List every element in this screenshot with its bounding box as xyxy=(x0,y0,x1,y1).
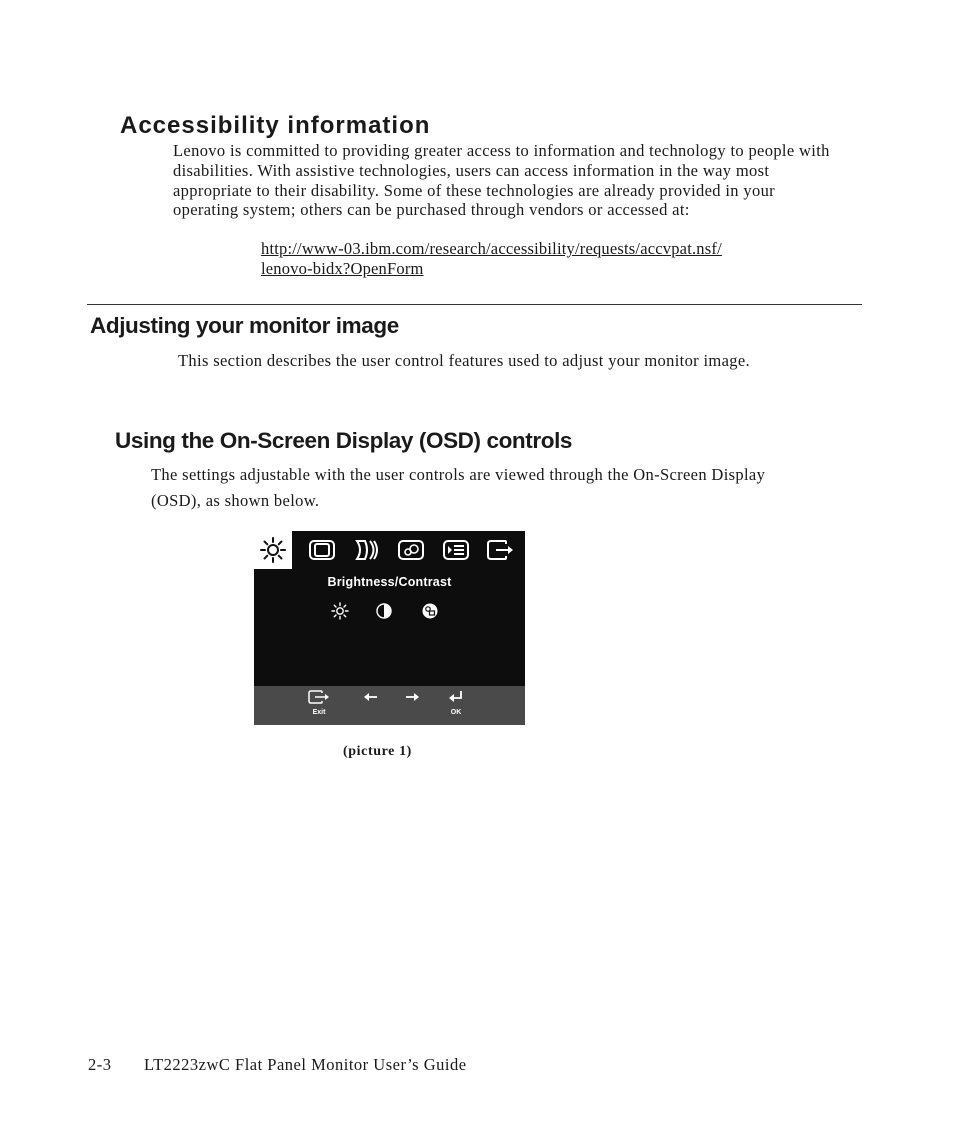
contrast-icon xyxy=(375,602,393,620)
accessibility-link-line-1[interactable]: http://www-03.ibm.com/research/accessibility/requests/accvpat.nsf/ xyxy=(261,239,722,258)
accessibility-link[interactable] xyxy=(261,239,821,279)
section-heading-accessibility: Accessibility information xyxy=(120,112,431,139)
dfc-icon xyxy=(421,602,439,620)
osd-screen-figure xyxy=(254,531,525,725)
accessibility-paragraph: Lenovo is committed to providing greater access to information and technology to people with disabilities. With assistive technologies, users can access information in the way most appropriate to their disability. Some of these technologies are already provided in your operating system; others can be purchased through vendors or accessed at: xyxy=(173,141,830,220)
osd-left-button xyxy=(359,690,383,722)
osd-ok-button xyxy=(444,690,468,722)
exit-icon xyxy=(308,690,330,704)
osd-exit-button xyxy=(307,690,331,722)
brightness-icon xyxy=(331,602,349,620)
right-arrow-icon xyxy=(404,690,420,704)
osd-control-bar xyxy=(254,686,525,725)
figure-caption: (picture 1) xyxy=(343,744,412,759)
adjusting-paragraph: This section describes the user control features used to adjust your monitor image. xyxy=(178,351,751,370)
image-setup-icon xyxy=(353,536,381,564)
osd-right-button xyxy=(400,690,424,722)
enter-icon xyxy=(448,690,464,704)
accessibility-link-line-2[interactable]: lenovo-bidx?OpenForm xyxy=(261,258,424,278)
section-divider xyxy=(87,304,862,305)
image-properties-icon xyxy=(397,536,425,564)
guide-title: LT2223zwC Flat Panel Monitor User’s Guide xyxy=(144,1055,467,1074)
options-icon xyxy=(442,536,470,564)
ok-label: OK xyxy=(450,709,462,716)
brightness-icon xyxy=(259,536,287,564)
osd-top-icon-row xyxy=(254,531,525,569)
left-arrow-icon xyxy=(363,690,379,704)
section-heading-adjusting: Adjusting your monitor image xyxy=(90,313,399,338)
page-number: 2-3 xyxy=(88,1055,112,1074)
osd-paragraph: The settings adjustable with the user controls are viewed through the On-Screen Display (OSD), as shown below. xyxy=(151,465,766,510)
osd-menu-title: Brightness/Contrast xyxy=(327,575,452,589)
section-heading-osd: Using the On-Screen Display (OSD) controls xyxy=(115,428,573,453)
exit-label: Exit xyxy=(312,709,326,716)
image-position-icon xyxy=(308,536,336,564)
exit-icon xyxy=(486,536,514,564)
